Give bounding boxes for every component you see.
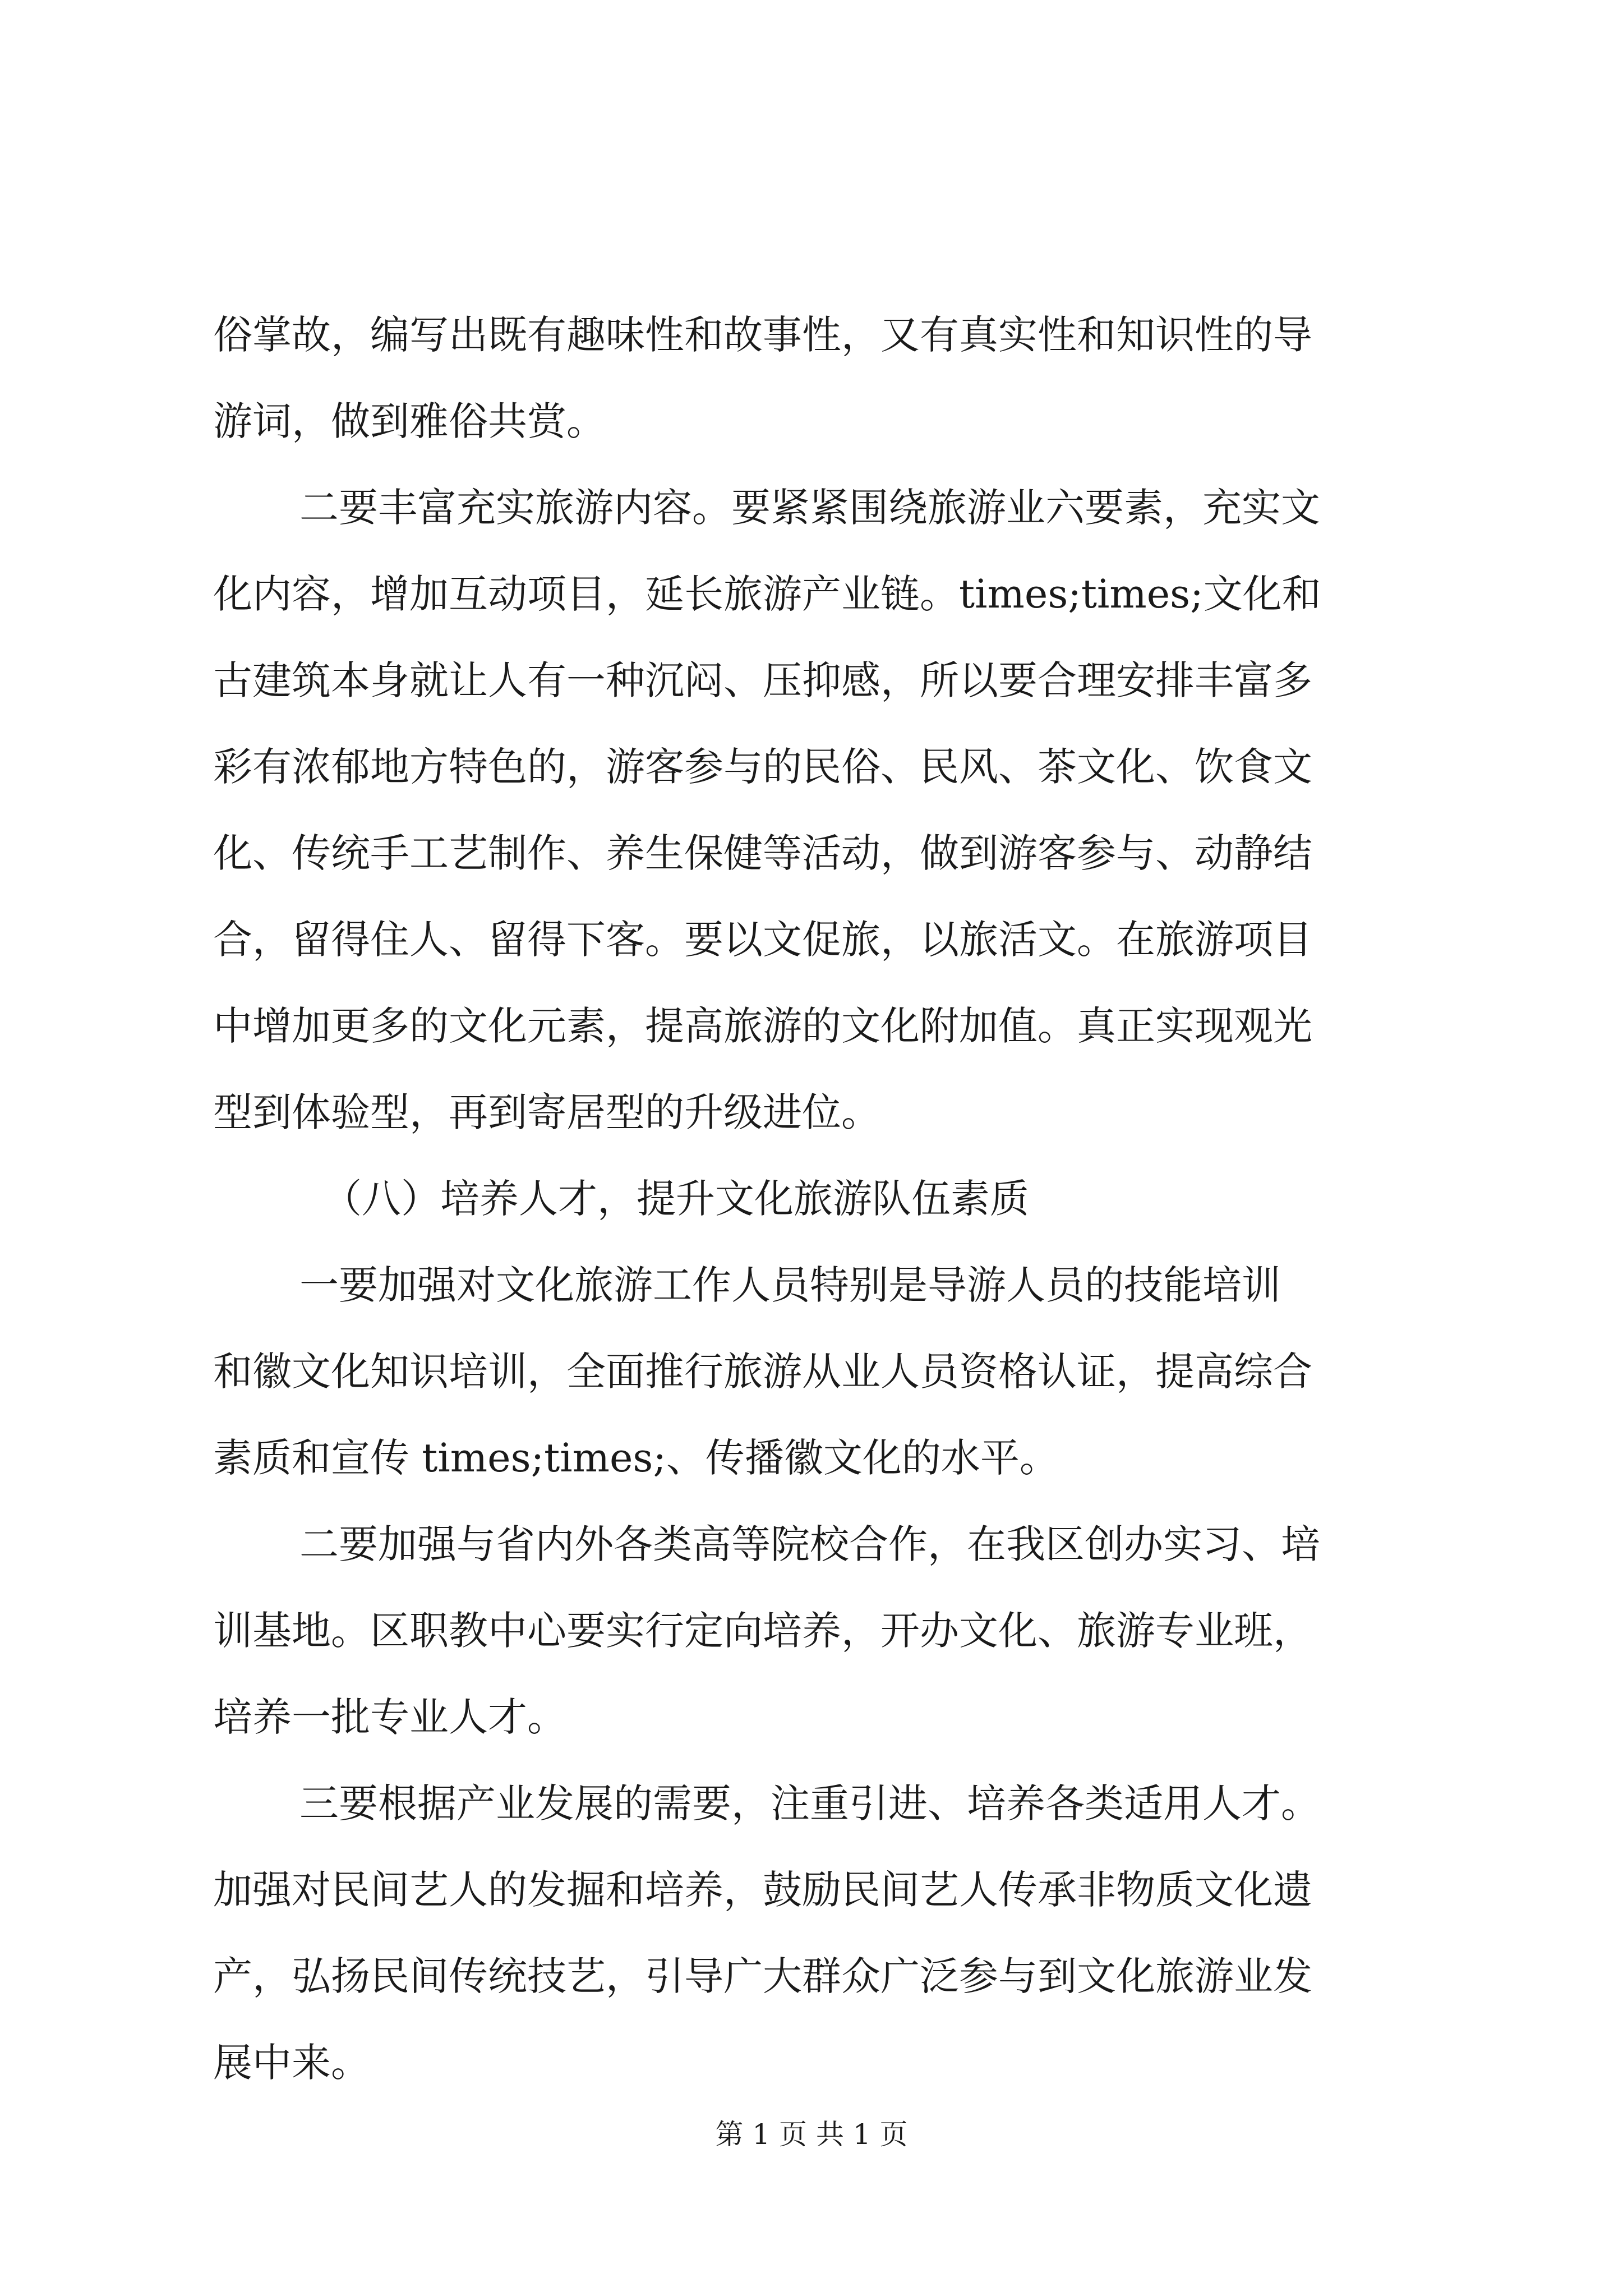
text-line: 产，弘扬民间传统技艺，引导广大群众广泛参与到文化旅游业发 [213, 1953, 1312, 1999]
paragraph-start-line: 一要加强对文化旅游工作人员特别是导游人员的技能培训 [299, 1262, 1281, 1308]
text-line: 化内容，增加互动项目，延长旅游产业链。times;times;文化和 [213, 571, 1321, 617]
paragraph-start-line: 二要丰富充实旅游内容。要紧紧围绕旅游业六要素，充实文 [299, 485, 1320, 531]
text-line: 俗掌故，编写出既有趣味性和故事性，又有真实性和知识性的导 [213, 312, 1312, 358]
text-line: 型到体验型，再到寄居型的升级进位。 [213, 1089, 880, 1135]
text-line: 素质和宣传 times;times;、传播徽文化的水平。 [213, 1435, 1059, 1481]
text-line: 游词，做到雅俗共赏。 [213, 398, 606, 444]
document-body [213, 292, 1413, 2106]
text-line: 彩有浓郁地方特色的，游客参与的民俗、民风、茶文化、饮食文 [213, 744, 1312, 790]
section-heading: （八）培养人才，提升文化旅游队伍素质 [322, 1176, 1029, 1222]
paragraph-start-line: 三要根据产业发展的需要，注重引进、培养各类适用人才。 [299, 1780, 1320, 1826]
text-line: 化、传统手工艺制作、养生保健等活动，做到游客参与、动静结 [213, 830, 1312, 876]
text-line: 合，留得住人、留得下客。要以文促旅，以旅活文。在旅游项目 [213, 917, 1312, 963]
text-line: 古建筑本身就让人有一种沉闷、压抑感，所以要合理安排丰富多 [213, 657, 1312, 703]
paragraph-start-line: 二要加强与省内外各类高等院校合作，在我区创办实习、培 [299, 1521, 1320, 1567]
text-line: 训基地。区职教中心要实行定向培养，开办文化、旅游专业班， [213, 1608, 1312, 1654]
text-line: 培养一批专业人才。 [213, 1694, 566, 1740]
text-line: 中增加更多的文化元素，提高旅游的文化附加值。真正实现观光 [213, 1003, 1312, 1049]
text-line: 加强对民间艺人的发掘和培养，鼓励民间艺人传承非物质文化遗 [213, 1867, 1312, 1913]
page-footer [0, 2115, 1623, 2154]
text-line: 和徽文化知识培训，全面推行旅游从业人员资格认证，提高综合 [213, 1349, 1312, 1395]
text-line: 展中来。 [213, 2040, 370, 2086]
page-number-label: 第 1 页 共 1 页 [715, 2118, 908, 2151]
